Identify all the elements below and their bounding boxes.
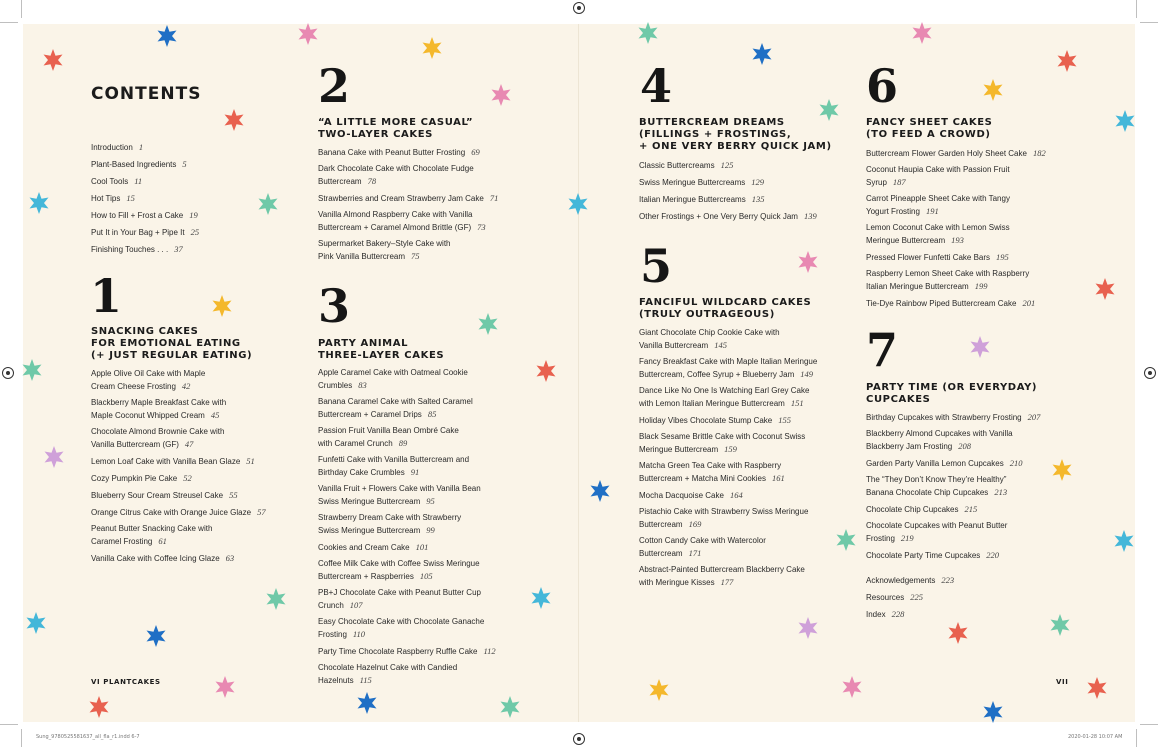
page-number: 145: [714, 340, 727, 350]
entry-title: Yogurt Frosting: [866, 207, 920, 216]
page-number: 129: [751, 177, 765, 187]
entry-title: PB+J Chocolate Cake with Peanut Butter Cup: [318, 588, 481, 597]
entry-title: Apple Olive Oil Cake with Maple: [91, 369, 206, 378]
page-number: 223: [941, 575, 955, 585]
entry-title: Blackberry Almond Cupcakes with Vanilla: [866, 429, 1013, 438]
entry-title: Meringue Buttercream: [639, 445, 719, 454]
entry-title: Swiss Meringue Buttercream: [318, 497, 421, 506]
entry-title: Frosting: [318, 630, 347, 639]
entry-title: Giant Chocolate Chip Cookie Cake with: [639, 328, 780, 337]
entry-title: Peanut Butter Snacking Cake with: [91, 524, 213, 533]
registration-mark: [573, 733, 585, 745]
page-number: 135: [751, 194, 765, 204]
toc-entry: [866, 411, 1040, 424]
toc-entry: [639, 535, 817, 560]
toc-entry: [866, 251, 1046, 264]
toc-entry: [91, 472, 266, 485]
toc-entry: [866, 608, 954, 621]
entry-title: Supermarket Bakery–Style Cake with: [318, 239, 451, 248]
section-entries: [639, 327, 817, 593]
entry-title: Chocolate Party Time Cupcakes: [866, 551, 981, 560]
entry-title: Maple Coconut Whipped Cream: [91, 411, 205, 420]
page-number: 149: [800, 369, 814, 379]
registration-mark: [573, 2, 585, 14]
section-entries: [639, 159, 817, 227]
entry-title: Buttercream: [318, 177, 362, 186]
section-entries: [866, 411, 1040, 566]
section-title-line: THREE-LAYER CAKES: [318, 350, 445, 361]
section-title-line: CUPCAKES: [866, 394, 931, 405]
page-number: 5: [182, 159, 187, 169]
toc-entry: [866, 164, 1046, 189]
entry-title: Italian Meringue Buttercream: [866, 282, 969, 291]
page-number: 201: [1022, 298, 1036, 308]
entry-title: Hazelnuts: [318, 676, 354, 685]
toc-entry: [91, 226, 199, 239]
entry-title: Swiss Meringue Buttercreams: [639, 178, 746, 187]
toc-entry: [91, 523, 266, 548]
toc-entry: [866, 268, 1046, 293]
toc-entry: [866, 474, 1040, 499]
toc-entry: [639, 460, 817, 485]
page-number: 210: [1009, 458, 1023, 468]
page-number: 159: [724, 444, 737, 454]
entry-title: Buttercream: [639, 549, 683, 558]
section-title: [639, 117, 832, 153]
crop-mark: [1140, 724, 1158, 725]
page-number: 52: [183, 473, 192, 483]
toc-entry: [866, 574, 954, 587]
entry-title: with Lemon Italian Meringue Buttercream: [639, 399, 785, 408]
entry-title: Vanilla Cake with Coffee Icing Glaze: [91, 554, 220, 563]
section-title: [639, 297, 811, 321]
section-title: [866, 117, 992, 141]
section-title-line: + ONE VERY BERRY QUICK JAM): [639, 141, 832, 152]
entry-title: Put It in Your Bag + Pipe It: [91, 228, 185, 237]
entry-title: Matcha Green Tea Cake with Raspberry: [639, 461, 782, 470]
section-title-line: (TO FEED A CROWD): [866, 129, 991, 140]
entry-title: Buttercream + Caramel Almond Brittle (GF): [318, 223, 472, 232]
page-number: 105: [419, 571, 433, 581]
page-number: 228: [891, 609, 905, 619]
page-number: 191: [925, 206, 939, 216]
page-number: 45: [210, 410, 220, 420]
toc-entry: [639, 210, 817, 223]
entry-title: Cotton Candy Cake with Watercolor: [639, 536, 766, 545]
entry-title: Carrot Pineapple Sheet Cake with Tangy: [866, 194, 1010, 203]
page-number: 99: [426, 525, 435, 535]
toc-entry: [318, 483, 496, 508]
entry-title: Frosting: [866, 534, 895, 543]
section-title: [318, 117, 473, 141]
entry-title: Raspberry Lemon Sheet Cake with Raspberry: [866, 269, 1030, 278]
entry-title: Black Sesame Brittle Cake with Coconut Swiss: [639, 432, 806, 441]
entry-title: Resources: [866, 593, 905, 602]
toc-entry: [318, 425, 496, 450]
toc-entry: [639, 564, 817, 589]
page-number: 171: [688, 548, 702, 558]
entry-title: Garden Party Vanilla Lemon Cupcakes: [866, 459, 1004, 468]
entry-title: Buttercream: [639, 520, 683, 529]
page-number: 219: [900, 533, 914, 543]
entry-title: Dark Chocolate Cake with Chocolate Fudge: [318, 164, 474, 173]
page-number: 155: [778, 415, 792, 425]
entry-title: Cream Cheese Frosting: [91, 382, 176, 391]
section-number: 1: [90, 269, 123, 323]
toc-entry: [91, 397, 266, 422]
page-number: 139: [803, 211, 817, 221]
toc-entry: [866, 193, 1046, 218]
entry-title: Coffee Milk Cake with Coffee Swiss Meringue: [318, 559, 480, 568]
section-title-line: (+ JUST REGULAR EATING): [91, 350, 253, 361]
entry-title: Buttercream Flower Garden Holy Sheet Cake: [866, 149, 1027, 158]
entry-title: Vanilla Fruit + Flowers Cake with Vanilla Bean: [318, 484, 481, 493]
page-number: 85: [427, 409, 437, 419]
entry-title: Chocolate Almond Brownie Cake with: [91, 427, 225, 436]
toc-entry: [318, 146, 498, 159]
page-number: 15: [126, 193, 135, 203]
entry-title: How to Fill + Frost a Cake: [91, 211, 184, 220]
page-number: 91: [410, 467, 420, 477]
toc-entry: [639, 327, 817, 352]
section-title-line: PARTY ANIMAL: [318, 338, 409, 349]
section-number: 7: [866, 323, 899, 377]
entry-title: Crunch: [318, 601, 344, 610]
entry-title: Chocolate Hazelnut Cake with Candied: [318, 663, 458, 672]
toc-entry: [639, 506, 817, 531]
entry-title: Funfetti Cake with Vanilla Buttercream and: [318, 455, 470, 464]
entry-title: Vanilla Almond Raspberry Cake with Vanilla: [318, 210, 473, 219]
page-number: 51: [246, 456, 255, 466]
gutter: [578, 24, 579, 722]
page-number: 151: [790, 398, 804, 408]
section-number: 4: [640, 59, 673, 113]
toc-entry: [91, 426, 266, 451]
entry-title: Pistachio Cake with Strawberry Swiss Meringue: [639, 507, 809, 516]
entry-title: Holiday Vibes Chocolate Stump Cake: [639, 416, 773, 425]
entry-title: Index: [866, 610, 886, 619]
page-number: 115: [359, 675, 372, 685]
section-title-line: “A LITTLE MORE CASUAL”: [318, 117, 474, 128]
entry-title: Strawberry Dream Cake with Strawberry: [318, 513, 462, 522]
entry-title: Banana Cake with Peanut Butter Frosting: [318, 148, 466, 157]
toc-entry: [318, 616, 496, 641]
page-number: 225: [910, 592, 923, 602]
page-number: 57: [257, 507, 266, 517]
entry-title: Finishing Touches . . .: [91, 245, 169, 254]
toc-entry: [91, 552, 266, 565]
page-number: 193: [951, 235, 964, 245]
entry-title: Tie-Dye Rainbow Piped Buttercream Cake: [866, 299, 1017, 308]
entry-title: Birthday Cupcakes with Strawberry Frosting: [866, 413, 1022, 422]
registration-mark: [1144, 367, 1156, 379]
entry-title: Syrup: [866, 178, 887, 187]
toc-entry: [639, 385, 817, 410]
page-number: 112: [483, 646, 496, 656]
slug-left: Sung_9780525581637_all_fla_r1.indd 6-7: [36, 734, 140, 740]
toc-entry: [639, 193, 817, 206]
section-title-line: (FILLINGS + FROSTINGS,: [639, 129, 792, 140]
page-number: 125: [720, 160, 734, 170]
entry-title: Mocha Dacquoise Cake: [639, 491, 724, 500]
page-number: 89: [398, 438, 408, 448]
entry-title: The “They Don’t Know They’re Healthy”: [866, 475, 1007, 484]
toc-entry: [91, 158, 199, 171]
page-number: 95: [426, 496, 435, 506]
page-number: 101: [415, 542, 429, 552]
toc-entry: [91, 209, 199, 222]
section-title-line: FANCY SHEET CAKES: [866, 117, 993, 128]
toc-entry: [866, 147, 1046, 160]
entry-title: Introduction: [91, 143, 133, 152]
section-number: 5: [640, 239, 673, 293]
entry-title: Blackberry Jam Frosting: [866, 442, 953, 451]
page-number: 177: [720, 577, 734, 587]
toc-entry: [318, 192, 498, 205]
entry-title: Swiss Meringue Buttercream: [318, 526, 421, 535]
entry-title: Apple Caramel Cake with Oatmeal Cookie: [318, 368, 468, 377]
toc-entry: [318, 558, 496, 583]
page-number: 71: [489, 193, 499, 203]
page-number: 11: [134, 176, 143, 186]
entry-title: Classic Buttercreams: [639, 161, 715, 170]
crop-mark: [0, 22, 18, 23]
entry-title: Blueberry Sour Cream Streusel Cake: [91, 491, 224, 500]
entry-title: Chocolate Chip Cupcakes: [866, 505, 959, 514]
crop-mark: [0, 724, 18, 725]
toc-entry: [866, 428, 1040, 453]
page-number: 107: [349, 600, 363, 610]
entry-title: Buttercream + Raspberries: [318, 572, 414, 581]
toc-entry: [318, 645, 496, 658]
entry-title: Blackberry Maple Breakfast Cake with: [91, 398, 227, 407]
entry-title: Acknowledgements: [866, 576, 936, 585]
toc-entry: [639, 414, 817, 427]
section-entries: [91, 368, 266, 569]
entry-title: Caramel Frosting: [91, 537, 153, 546]
entry-title: Party Time Chocolate Raspberry Ruffle Cake: [318, 647, 478, 656]
crop-mark: [1136, 0, 1137, 18]
crop-mark: [21, 0, 22, 18]
section-title-line: FOR EMOTIONAL EATING: [91, 338, 241, 349]
page-number: 73: [477, 222, 486, 232]
folio-right: VII: [1056, 678, 1069, 686]
front-matter-list: [91, 141, 199, 260]
section-title-line: (TRULY OUTRAGEOUS): [639, 309, 775, 320]
page-number: 161: [771, 473, 785, 483]
toc-entry: [91, 368, 266, 393]
page-number: 195: [996, 252, 1009, 262]
entry-title: Chocolate Cupcakes with Peanut Butter: [866, 521, 1008, 530]
page-number: 78: [367, 176, 377, 186]
crop-mark: [1136, 729, 1137, 747]
contents-title: CONTENTS: [91, 84, 202, 104]
entry-title: Passion Fruit Vanilla Bean Ombré Cake: [318, 426, 459, 435]
toc-entry: [91, 506, 266, 519]
toc-entry: [639, 431, 817, 456]
entry-title: Cookies and Cream Cake: [318, 543, 410, 552]
toc-entry: [91, 243, 199, 256]
entry-title: Buttercream, Coffee Syrup + Blueberry Jam: [639, 370, 795, 379]
toc-entry: [866, 297, 1046, 310]
toc-entry: [318, 163, 498, 188]
entry-title: Cozy Pumpkin Pie Cake: [91, 474, 178, 483]
page-number: 1: [138, 142, 144, 152]
section-title: [318, 338, 444, 362]
toc-entry: [318, 662, 496, 687]
registration-mark: [2, 367, 14, 379]
toc-entry: [639, 176, 817, 189]
toc-entry: [866, 549, 1040, 562]
page-number: 42: [181, 381, 191, 391]
section-entries: [318, 146, 498, 267]
entry-title: Pressed Flower Funfetti Cake Bars: [866, 253, 991, 262]
entry-title: Vanilla Buttercream: [639, 341, 709, 350]
page-number: 213: [994, 487, 1008, 497]
entry-title: Pink Vanilla Buttercream: [318, 252, 405, 261]
section-title: [91, 326, 252, 362]
entry-title: Buttercream + Matcha Mini Cookies: [639, 474, 766, 483]
entry-title: with Caramel Crunch: [318, 439, 393, 448]
entry-title: Coconut Haupia Cake with Passion Fruit: [866, 165, 1010, 174]
section-title-line: SNACKING CAKES: [91, 326, 199, 337]
page-number: 169: [688, 519, 702, 529]
toc-entry: [318, 238, 498, 263]
entry-title: Banana Caramel Cake with Salted Caramel: [318, 397, 473, 406]
toc-entry: [91, 455, 266, 468]
entry-title: with Meringue Kisses: [639, 578, 715, 587]
toc-entry: [866, 222, 1046, 247]
back-matter-list: [866, 574, 954, 625]
page-number: 61: [158, 536, 167, 546]
crop-mark: [1140, 22, 1158, 23]
entry-title: Dance Like No One Is Watching Earl Grey Cake: [639, 386, 810, 395]
entry-title: Buttercream + Caramel Drips: [318, 410, 422, 419]
page-number: 182: [1032, 148, 1046, 158]
section-number: 6: [866, 59, 899, 113]
toc-entry: [866, 457, 1040, 470]
page-number: 63: [225, 553, 235, 563]
section-entries: [318, 367, 496, 691]
entry-title: Orange Citrus Cake with Orange Juice Glaze: [91, 508, 252, 517]
toc-entry: [639, 356, 817, 381]
toc-entry: [91, 489, 266, 502]
section-title: [866, 382, 1037, 406]
entry-title: Birthday Cake Crumbles: [318, 468, 405, 477]
toc-entry: [866, 503, 1040, 516]
entry-title: Cool Tools: [91, 177, 129, 186]
toc-entry: [318, 454, 496, 479]
page-number: 55: [229, 490, 238, 500]
page-number: 164: [729, 490, 743, 500]
entry-title: Hot Tips: [91, 194, 121, 203]
toc-entry: [866, 520, 1040, 545]
toc-entry: [318, 396, 496, 421]
toc-entry: [318, 209, 498, 234]
section-title-line: BUTTERCREAM DREAMS: [639, 117, 785, 128]
page-number: 208: [958, 441, 971, 451]
toc-entry: [639, 159, 817, 172]
page-number: 47: [184, 439, 194, 449]
entry-title: Crumbles: [318, 381, 353, 390]
section-title-line: FANCIFUL WILDCARD CAKES: [639, 297, 812, 308]
section-entries: [866, 147, 1046, 314]
entry-title: Fancy Breakfast Cake with Maple Italian Meringue: [639, 357, 818, 366]
page-number: 69: [471, 147, 480, 157]
entry-title: Meringue Buttercream: [866, 236, 946, 245]
entry-title: Italian Meringue Buttercreams: [639, 195, 746, 204]
entry-title: Lemon Loaf Cake with Vanilla Bean Glaze: [91, 457, 241, 466]
page-number: 25: [190, 227, 200, 237]
page-number: 83: [358, 380, 367, 390]
section-title-line: PARTY TIME (OR EVERYDAY): [866, 382, 1038, 393]
section-number: 3: [318, 279, 351, 333]
entry-title: Lemon Coconut Cake with Lemon Swiss: [866, 223, 1010, 232]
toc-entry: [91, 141, 199, 154]
toc-entry: [318, 541, 496, 554]
toc-entry: [318, 512, 496, 537]
slug-right: 2020-01-28 10:07 AM: [1068, 734, 1123, 740]
toc-entry: [318, 367, 496, 392]
page-number: 187: [892, 177, 906, 187]
page-number: 215: [964, 504, 978, 514]
entry-title: Easy Chocolate Cake with Chocolate Ganache: [318, 617, 485, 626]
page-number: 75: [411, 251, 420, 261]
toc-entry: [639, 489, 817, 502]
page-number: 207: [1027, 412, 1041, 422]
toc-entry: [91, 175, 199, 188]
section-title-line: TWO-LAYER CAKES: [318, 129, 433, 140]
entry-title: Vanilla Buttercream (GF): [91, 440, 179, 449]
page-number: 19: [189, 210, 198, 220]
entry-title: Strawberries and Cream Strawberry Jam Cake: [318, 194, 484, 203]
folio-left: VI PLANTCAKES: [91, 678, 161, 686]
entry-title: Other Frostings + One Very Berry Quick Jam: [639, 212, 798, 221]
page-number: 199: [974, 281, 988, 291]
toc-entry: [866, 591, 954, 604]
toc-entry: [318, 587, 496, 612]
toc-entry: [91, 192, 199, 205]
entry-title: Plant-Based Ingredients: [91, 160, 177, 169]
crop-mark: [21, 729, 22, 747]
page-number: 220: [986, 550, 1000, 560]
page-number: 37: [174, 244, 183, 254]
entry-title: Banana Chocolate Chip Cupcakes: [866, 488, 989, 497]
page-number: 110: [352, 629, 366, 639]
entry-title: Abstract-Painted Buttercream Blackberry Cake: [639, 565, 805, 574]
section-number: 2: [318, 59, 351, 113]
